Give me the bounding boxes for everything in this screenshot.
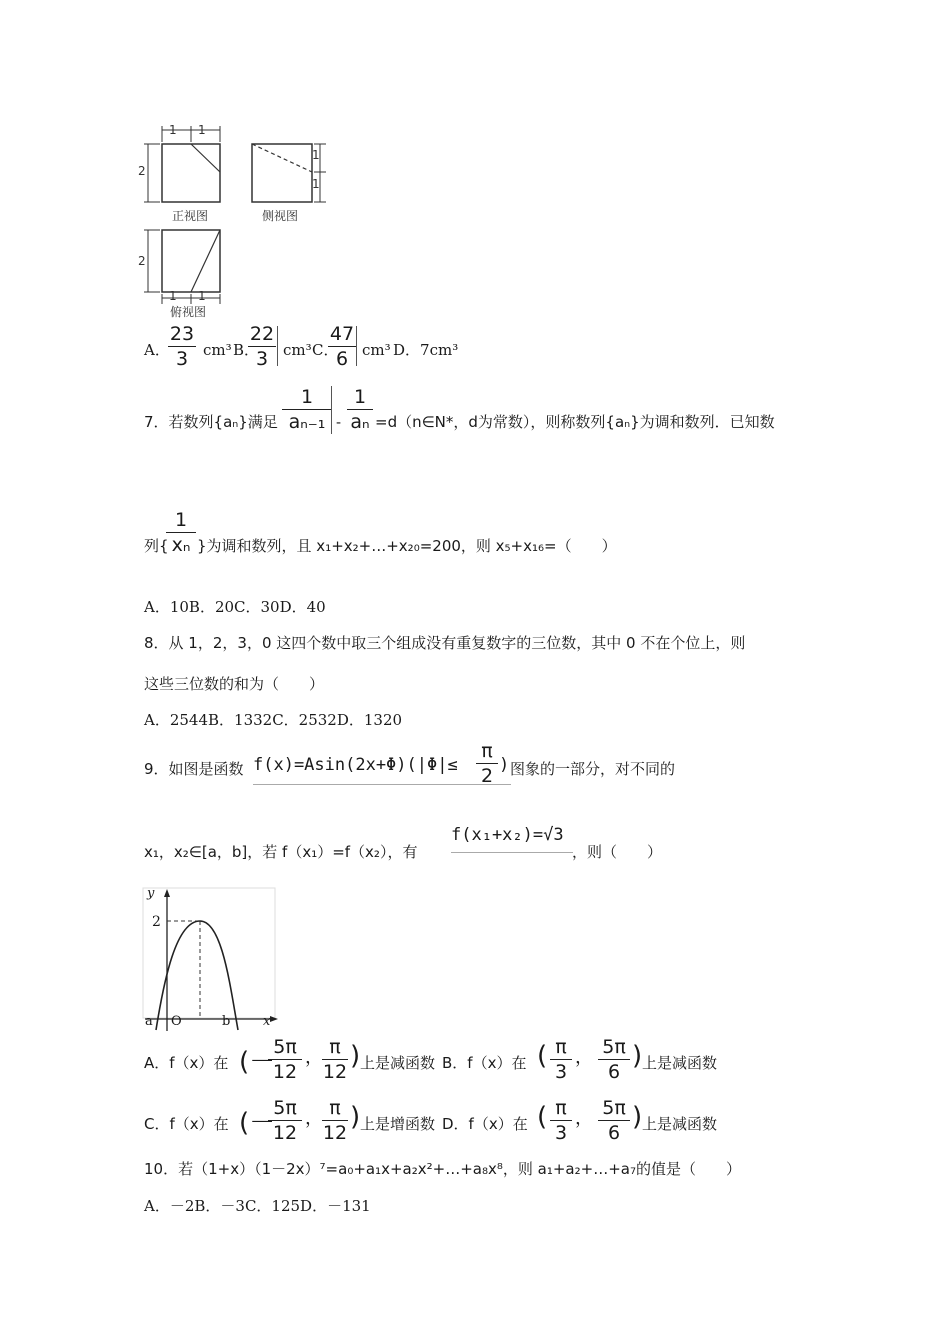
q9-graph-y-tick: 2 [152,914,161,930]
q9-b-close-paren: ) [632,1041,643,1071]
q9-a-open-paren: (－ [239,1047,276,1077]
q7-minus: - [336,413,342,431]
q10-options: A．－2B．－3C．125D．－131 [144,1197,371,1215]
q9-option-c-label: C．f（x）在 [144,1115,229,1133]
q7-fraction-1 [282,386,332,433]
q9-d-open-paren: ( [537,1102,548,1132]
q9-d-d1: 3 [554,1122,568,1144]
q7-frac2-numerator: 1 [353,386,367,408]
q9-option-d-label: D．f（x）在 [442,1115,528,1133]
q7-suffix: =d（n∈N*，d为常数），则称数列{aₙ}为调和数列．已知数 [375,413,775,431]
q6-a-denominator: 3 [175,348,189,370]
q9-graph-x-label: x [263,1014,271,1029]
q9-a-d2: 12 [322,1061,348,1083]
q9-b-comma: ， [575,1047,593,1068]
q9-b-d2: 6 [607,1061,621,1083]
q6-a-numerator: 23 [169,323,195,345]
q9-c-open-paren: (－ [239,1108,276,1138]
dim-label-2b: 2 [138,254,146,268]
q9-d-comma: ， [575,1108,593,1129]
q9-sine-graph [140,885,280,1035]
q9-d-d2: 6 [607,1122,621,1144]
q7-frac1-denominator: aₙ₋₁ [288,411,326,433]
q6-option-a-fraction [168,323,196,370]
q9-formula-underline [253,784,511,785]
q9-b-n2: 5π [602,1036,626,1058]
q9-a-close-paren: ) [350,1041,361,1071]
q7-fraction-3 [166,509,196,556]
q9-two: 2 [480,765,494,787]
q7-options: A．10B．20C．30D．40 [144,598,326,616]
q10-line1: 10．若（1+x）（1－2x）⁷=a₀+a₁x+a₂x²+…+a₈x⁸，则 a₁+a₂+…+a₇的值是（ ） [144,1160,741,1178]
q9-a-frac2 [322,1036,348,1083]
q9-d-n1: π [555,1097,567,1119]
front-view-label: 正视图 [172,209,209,223]
q6-option-b-unit: cm³ [283,341,312,359]
q9-d-frac2 [598,1097,630,1144]
q9-option-b-label: B．f（x）在 [442,1054,527,1072]
q9-option-c-tail: 上是增函数 [360,1115,436,1133]
q6-option-a-label: A． [144,341,170,359]
q7-frac3-numerator: 1 [174,509,188,531]
q9-option-a-label: A．f（x）在 [144,1054,229,1072]
q7-line2-suffix: }为调和数列，且 x₁+x₂+…+x₂₀=200，则 x₅+x₁₆=（ ） [197,537,617,555]
q6-option-a-unit: cm³ [203,341,232,359]
q9-graph-y-label: y [147,886,155,901]
q6-b-denominator: 3 [255,348,269,370]
q8-options: A．2544B．1332C．2532D．1320 [144,711,403,729]
q7-fraction-2 [347,386,373,433]
top-view-square [162,230,220,292]
dim-label-1a: 1 [169,123,177,137]
dim-label-1f: 1 [198,289,206,303]
q9-c-n1: 5π [273,1097,297,1119]
q9-a-d1: 12 [272,1061,298,1083]
q9-a-n1: 5π [273,1036,297,1058]
q8-line1: 8．从 1，2，3，0 这四个数中取三个组成没有重复数字的三位数，其中 0 不在个位上，则 [144,634,746,652]
dim-label-1b: 1 [198,123,206,137]
front-view-square [162,144,220,202]
q9-line2-suffix: ，则（ ） [572,843,663,861]
q9-c-frac2 [322,1097,348,1144]
q9-c-frac1 [268,1097,302,1144]
q6-c-divider [356,326,357,366]
q9-b-frac2 [598,1036,630,1083]
side-view-square [252,144,312,202]
q7-frac2-denominator: aₙ [350,411,370,433]
q7-divider [331,386,332,434]
q6-b-divider [277,326,278,366]
q9-pi: π [481,740,493,762]
q9-close-paren: ) [499,755,510,775]
q6-b-numerator: 22 [249,323,275,345]
q9-c-comma: ， [305,1108,323,1129]
dim-label-1d: 1 [312,177,320,191]
q9-d-frac1 [550,1097,572,1144]
q9-a-frac1 [268,1036,302,1083]
q9-b-d1: 3 [554,1061,568,1083]
q9-option-b-tail: 上是减函数 [642,1054,718,1072]
q9-suffix: 图象的一部分，对不同的 [510,760,676,778]
q9-line2-underline [451,852,573,853]
top-view-label: 俯视图 [170,305,207,319]
dim-label-2a: 2 [138,164,146,178]
q7-frac3-denominator: xₙ [171,534,191,556]
q9-graph-o-label: O [171,1014,182,1029]
q7-line2-prefix: 列{ [144,537,169,555]
q9-option-a-tail: 上是减函数 [360,1054,436,1072]
q9-pi-over-2 [476,740,498,787]
q9-b-frac1 [550,1036,572,1083]
q9-c-d1: 12 [272,1122,298,1144]
q6-option-c-label: C． [312,341,339,359]
q9-d-close-paren: ) [632,1102,643,1132]
q6-option-b-fraction [248,323,276,370]
three-view-figure [138,122,338,322]
q9-prefix: 9．如图是函数 [144,760,244,778]
dim-label-1c: 1 [312,148,320,162]
q9-a-n2: π [329,1036,341,1058]
q7-prefix: 7．若数列{aₙ}满足 [144,413,278,431]
q9-c-n2: π [329,1097,341,1119]
q9-a-comma: ， [305,1047,323,1068]
q9-line2-formula: f(x₁+x₂)=√3 [451,825,564,845]
q6-option-d: D．7cm³ [393,341,459,359]
q9-c-close-paren: ) [350,1102,361,1132]
q9-c-d2: 12 [322,1122,348,1144]
q6-c-numerator: 47 [329,323,355,345]
q8-line2: 这些三位数的和为（ ） [144,675,325,693]
side-view-label: 侧视图 [262,209,299,223]
q7-frac1-numerator: 1 [300,386,314,408]
q9-b-open-paren: ( [537,1041,548,1071]
q9-b-n1: π [555,1036,567,1058]
q9-line2-prefix: x₁，x₂∈[a，b]，若 f（x₁）=f（x₂），有 [144,843,418,861]
q6-c-denominator: 6 [335,348,349,370]
q9-graph-a-label: a [145,1014,153,1029]
q9-graph-b-label: b [222,1014,231,1029]
q6-option-c-fraction [328,323,356,370]
q6-option-c-unit: cm³ [362,341,391,359]
q9-formula: f(x)=Asin(2x+Φ)(|Φ|≤ [253,755,458,775]
q9-option-d-tail: 上是减函数 [642,1115,718,1133]
dim-label-1e: 1 [169,289,177,303]
q6-option-b-label: B． [233,341,260,359]
q9-d-n2: 5π [602,1097,626,1119]
